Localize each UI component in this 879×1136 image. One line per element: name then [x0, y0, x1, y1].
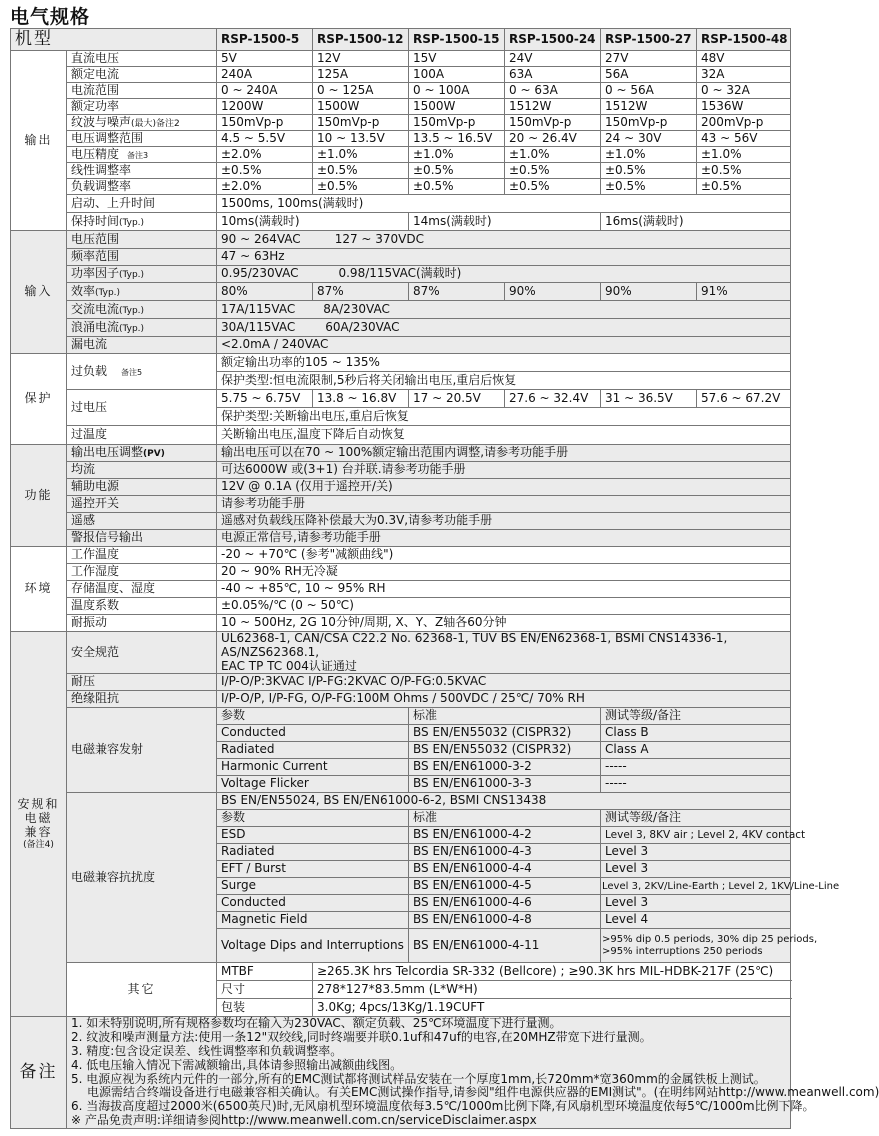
cell: 12V	[313, 51, 409, 67]
row-label-note: 备注3	[127, 150, 149, 160]
cell: 43 ~ 56V	[697, 131, 791, 147]
row-label: 启动、上升时间	[67, 195, 217, 213]
cell: Surge	[217, 878, 409, 895]
cell: 200mVp-p	[697, 115, 791, 131]
row-label: 过温度	[67, 426, 217, 445]
cell: 47 ~ 63Hz	[217, 249, 791, 266]
row-label-text: 纹波与噪声	[71, 114, 132, 129]
cell: 10ms(满载时)	[217, 213, 409, 231]
notes-row	[11, 1017, 791, 1128]
row-label	[67, 301, 217, 319]
note-line: ※ 产品免责声明:详细请参阅http://www.meanwell.com.cn/serviceDisclaimer.aspx	[71, 1112, 537, 1127]
section-environment: 环境	[11, 547, 67, 632]
protection-overtemp-row	[11, 426, 791, 445]
cell: 150mVp-p	[313, 115, 409, 131]
cell: 87%	[313, 283, 409, 301]
cell: Level 4	[601, 912, 791, 929]
input-pf-row	[11, 266, 791, 283]
row-label: 警报信号输出	[67, 530, 217, 547]
cell: ±0.5%	[505, 163, 601, 179]
row-label: 包装	[217, 999, 313, 1017]
cell-value: 0.95/230VAC	[221, 266, 299, 281]
cell: ±0.5%	[409, 163, 505, 179]
model-name: RSP-1500-48	[697, 29, 791, 51]
protection-overload-row	[11, 354, 791, 372]
cell: 标准	[409, 810, 601, 827]
output-hold-row	[11, 213, 791, 231]
safety-isolation-row	[11, 691, 791, 708]
cell: BS EN/EN61000-4-5	[409, 878, 601, 895]
row-label-text: 过负载	[71, 363, 108, 378]
cell: 20 ~ 90% RH无冷凝	[217, 564, 791, 581]
others-mtbf-row	[11, 963, 791, 981]
input-freq-row	[11, 249, 791, 266]
cell: 测试等级/备注	[601, 708, 791, 725]
section-line: 兼容	[24, 824, 53, 839]
cell: 48V	[697, 51, 791, 67]
cell: 240A	[217, 67, 313, 83]
cell: ±1.0%	[505, 147, 601, 163]
row-label: 直流电压	[67, 51, 217, 67]
section-notes: 备注	[11, 1017, 67, 1128]
row-label-suffix: (Typ.)	[119, 323, 145, 334]
row-label	[67, 147, 217, 163]
model-name: RSP-1500-27	[601, 29, 697, 51]
row-label: 负载调整率	[67, 179, 217, 195]
emc-emission-head-row	[11, 708, 791, 725]
row-label: 遥控开关	[67, 496, 217, 513]
cell: Class B	[601, 725, 791, 742]
section-function: 功能	[11, 445, 67, 547]
cell: ≥265.3K hrs Telcordia SR-332 (Bellcore) ; ≥90.3K hrs MIL-HDBK-217F (25℃)	[313, 963, 791, 981]
cell	[217, 266, 791, 283]
environment-row	[11, 547, 791, 564]
row-label: 存储温度、湿度	[67, 581, 217, 598]
cell	[217, 231, 791, 249]
cell: 10 ~ 500Hz, 2G 10分钟/周期, X、Y、Z轴各60分钟	[217, 615, 791, 632]
cell: ±0.5%	[409, 179, 505, 195]
cell: 150mVp-p	[505, 115, 601, 131]
row-label: 电磁兼容抗扰度	[67, 793, 217, 963]
cell-value: 127 ~ 370VDC	[334, 231, 425, 246]
cell: 91%	[697, 283, 791, 301]
cell: ±1.0%	[601, 147, 697, 163]
cell: 13.8 ~ 16.8V	[313, 390, 409, 408]
row-label-note: 备注5	[121, 367, 143, 377]
cell: -40 ~ +85℃, 10 ~ 95% RH	[217, 581, 791, 598]
note-line: 3. 精度:包含设定误差、线性调整率和负载调整率。	[71, 1043, 343, 1058]
output-rated-current-row	[11, 67, 791, 83]
row-label-suffix: (Typ.)	[119, 217, 145, 228]
function-row	[11, 479, 791, 496]
input-leakage-row	[11, 337, 791, 354]
cell: I/P-O/P, I/P-FG, O/P-FG:100M Ohms / 500VDC / 25℃/ 70% RH	[217, 691, 791, 708]
cell: Level 3, 2KV/Line-Earth ; Level 2, 1KV/Line-Line	[601, 878, 791, 895]
row-label-text: 效率	[71, 283, 96, 298]
cell-value: 60A/230VAC	[325, 319, 400, 334]
cell: 可达6000W 或(3+1) 台并联.请参考功能手册	[217, 462, 791, 479]
cell-value: 8A/230VAC	[323, 301, 390, 316]
cell: 保护类型:恒电流限制,5秒后将关闭输出电压,重启后恢复	[217, 372, 791, 390]
row-label: 安全规范	[67, 632, 217, 674]
cell	[217, 632, 791, 674]
cell: <2.0mA / 240VAC	[217, 337, 791, 354]
row-label	[67, 213, 217, 231]
function-row	[11, 445, 791, 462]
cell: 278*127*83.5mm (L*W*H)	[313, 981, 791, 999]
note-line: 5. 电源应视为系统内元件的一部分,所有的EMC测试都将测试样品安装在一个厚度1mm,长720mm*宽360mm的金属铁板上测试。	[71, 1071, 766, 1086]
cell: -----	[601, 776, 791, 793]
safety-standards-row	[11, 632, 791, 674]
cell: BS EN/EN61000-4-2	[409, 827, 601, 844]
row-label: 工作湿度	[67, 564, 217, 581]
cell: 100A	[409, 67, 505, 83]
cell: 1500W	[313, 99, 409, 115]
cell: 关断输出电压,温度下降后自动恢复	[217, 426, 791, 445]
cell: BS EN/EN61000-3-2	[409, 759, 601, 776]
cell: BS EN/EN61000-3-3	[409, 776, 601, 793]
cell: ±0.05%/℃ (0 ~ 50℃)	[217, 598, 791, 615]
cell: 1200W	[217, 99, 313, 115]
cell: ±0.5%	[601, 179, 697, 195]
cell-value: 90 ~ 264VAC	[221, 231, 301, 246]
row-label	[67, 115, 217, 131]
section-others: 其它	[67, 963, 217, 1017]
cell: 1512W	[505, 99, 601, 115]
cell-line: >95% interruptions 250 periods	[602, 945, 763, 957]
cell: 输出电压可以在70 ~ 100%额定输出范围内调整,请参考功能手册	[217, 445, 791, 462]
cell: ±0.5%	[697, 163, 791, 179]
cell: 90%	[505, 283, 601, 301]
cell: 150mVp-p	[217, 115, 313, 131]
cell: 87%	[409, 283, 505, 301]
row-label: 绝缘阻抗	[67, 691, 217, 708]
model-name: RSP-1500-15	[409, 29, 505, 51]
cell-value: 17A/115VAC	[221, 301, 296, 316]
cell: 10 ~ 13.5V	[313, 131, 409, 147]
cell: ±0.5%	[601, 163, 697, 179]
cell	[217, 301, 791, 319]
cell: 标准	[409, 708, 601, 725]
cell: BS EN/EN61000-4-8	[409, 912, 601, 929]
cell: ±0.5%	[313, 163, 409, 179]
model-header-row	[11, 29, 791, 51]
row-label: 遥感	[67, 513, 217, 530]
cell: 5.75 ~ 6.75V	[217, 390, 313, 408]
cell: BS EN/EN55032 (CISPR32)	[409, 725, 601, 742]
cell: BS EN/EN61000-4-11	[409, 929, 601, 963]
cell: ESD	[217, 827, 409, 844]
cell: ±2.0%	[217, 147, 313, 163]
cell: ±0.5%	[313, 179, 409, 195]
cell: 保护类型:关断输出电压,重启后恢复	[217, 408, 791, 426]
row-label: MTBF	[217, 963, 313, 981]
cell: 5V	[217, 51, 313, 67]
row-label: 线性调整率	[67, 163, 217, 179]
page-title: 电气规格	[10, 6, 91, 28]
note-line: 4. 低电压输入情况下需减额输出,具体请参照输出减额曲线图。	[71, 1057, 403, 1072]
row-label: 电压调整范围	[67, 131, 217, 147]
safety-withstand-row	[11, 674, 791, 691]
cell: Level 3	[601, 895, 791, 912]
note-line: 1. 如未特别说明,所有规格参数均在输入为230VAC、额定负载、25℃环境温度下进行量测。	[71, 1016, 562, 1031]
cell: -20 ~ +70℃ (参考"减额曲线")	[217, 547, 791, 564]
cell: EFT / Burst	[217, 861, 409, 878]
row-label	[67, 354, 217, 390]
cell: 参数	[217, 810, 409, 827]
output-load-reg-row	[11, 179, 791, 195]
cell-line: >95% dip 0.5 periods, 30% dip 25 periods,	[602, 933, 818, 945]
cell: ±1.0%	[697, 147, 791, 163]
cell: 遥感对负载线压降补偿最大为0.3V,请参考功能手册	[217, 513, 791, 530]
cell: 0 ~ 32A	[697, 83, 791, 99]
row-label-text: 输出电压调整	[71, 445, 144, 460]
row-label-note: 备注2	[156, 118, 180, 129]
cell: 16ms(满载时)	[601, 213, 791, 231]
cell: 1500ms, 100ms(满载时)	[217, 195, 791, 213]
row-label-suffix: (Typ.)	[119, 305, 145, 316]
row-label: 电压范围	[67, 231, 217, 249]
cell: Level 3	[601, 861, 791, 878]
section-protection: 保护	[11, 354, 67, 445]
function-row	[11, 530, 791, 547]
row-label: 频率范围	[67, 249, 217, 266]
row-label-text: 交流电流	[71, 301, 120, 316]
cell: ±2.0%	[217, 179, 313, 195]
cell: 0 ~ 63A	[505, 83, 601, 99]
cell: 24V	[505, 51, 601, 67]
cell: 参数	[217, 708, 409, 725]
cell: BS EN/EN61000-4-3	[409, 844, 601, 861]
cell: Conducted	[217, 895, 409, 912]
cell: 3.0Kg; 4pcs/13Kg/1.19CUFT	[313, 999, 791, 1017]
cell	[601, 929, 818, 963]
input-efficiency-row	[11, 283, 791, 301]
cell	[217, 319, 791, 337]
output-ripple-row	[11, 115, 791, 131]
output-rated-power-row	[11, 99, 791, 115]
output-voltage-adj-row	[11, 131, 791, 147]
environment-row	[11, 564, 791, 581]
cell: 1536W	[697, 99, 791, 115]
row-label-text: 电压精度	[71, 146, 120, 161]
cell: Level 3	[601, 844, 791, 861]
cell-line: UL62368-1, CAN/CSA C22.2 No. 62368-1, TUV BS EN/EN62368-1, BSMI CNS14336-1, AS/NZS62368.1,	[221, 631, 728, 659]
row-label-text: 浪涌电流	[71, 319, 120, 334]
cell: BS EN/EN61000-4-4	[409, 861, 601, 878]
note-line: 2. 纹波和噪声测量方法:使用一条12"双绞线,同时终端要并联0.1uf和47uf的电容,在20MHZ带宽下进行量测。	[71, 1030, 652, 1045]
row-label: 漏电流	[67, 337, 217, 354]
cell: BS EN/EN55024, BS EN/EN61000-6-2, BSMI CNS13438	[217, 793, 791, 810]
cell: 63A	[505, 67, 601, 83]
cell: ±0.5%	[505, 179, 601, 195]
cell: 0 ~ 125A	[313, 83, 409, 99]
cell: 150mVp-p	[409, 115, 505, 131]
cell: 17 ~ 20.5V	[409, 390, 505, 408]
section-safety-emc	[11, 632, 67, 1017]
row-label: 尺寸	[217, 981, 313, 999]
input-ac-current-row	[11, 301, 791, 319]
section-input: 输入	[11, 231, 67, 354]
section-line: 电磁	[24, 811, 53, 826]
cell: 80%	[217, 283, 313, 301]
cell: 56A	[601, 67, 697, 83]
cell: ±1.0%	[409, 147, 505, 163]
output-voltage-tol-row	[11, 147, 791, 163]
cell: 57.6 ~ 67.2V	[697, 390, 791, 408]
row-label: 电流范围	[67, 83, 217, 99]
row-label: 辅助电源	[67, 479, 217, 496]
cell: 0 ~ 100A	[409, 83, 505, 99]
cell: 0 ~ 56A	[601, 83, 697, 99]
cell: 20 ~ 26.4V	[505, 131, 601, 147]
row-label: 额定电流	[67, 67, 217, 83]
row-label: 均流	[67, 462, 217, 479]
cell: 请参考功能手册	[217, 496, 791, 513]
function-row	[11, 462, 791, 479]
notes-content	[67, 1016, 879, 1128]
model-name: RSP-1500-12	[313, 29, 409, 51]
row-label	[67, 319, 217, 337]
input-inrush-row	[11, 319, 791, 337]
note-line: 电源需结合终端设备进行电磁兼容相关确认。有关EMC测试操作指导,请参阅"组件电源供应器的EMI测试"。(在明纬网站http://www.meanwell.com)	[87, 1085, 879, 1100]
section-line: 安规和	[17, 797, 60, 812]
cell: 4.5 ~ 5.5V	[217, 131, 313, 147]
row-label-text: 保持时间	[71, 213, 120, 228]
cell: 0 ~ 240A	[217, 83, 313, 99]
cell: 测试等级/备注	[601, 810, 791, 827]
cell: Conducted	[217, 725, 409, 742]
cell: 32A	[697, 67, 791, 83]
cell: 15V	[409, 51, 505, 67]
cell: -----	[601, 759, 791, 776]
cell: BS EN/EN61000-4-6	[409, 895, 601, 912]
output-dc-voltage-row	[11, 51, 791, 67]
row-label: 耐压	[67, 674, 217, 691]
cell: I/P-O/P:3KVAC I/P-FG:2KVAC O/P-FG:0.5KVAC	[217, 674, 791, 691]
row-label: 温度系数	[67, 598, 217, 615]
cell: ±0.5%	[697, 179, 791, 195]
row-label: 过电压	[67, 390, 217, 426]
cell: 31 ~ 36.5V	[601, 390, 697, 408]
row-label-suffix: (PV)	[143, 449, 165, 460]
cell: 12V @ 0.1A (仅用于遥控开/关)	[217, 479, 791, 496]
cell: Voltage Dips and Interruptions	[217, 929, 409, 963]
row-label: 电磁兼容发射	[67, 708, 217, 793]
section-note: (备注4)	[23, 839, 54, 850]
function-row	[11, 496, 791, 513]
cell: Voltage Flicker	[217, 776, 409, 793]
row-label	[67, 266, 217, 283]
cell: 27.6 ~ 32.4V	[505, 390, 601, 408]
output-setup-row	[11, 195, 791, 213]
cell: Radiated	[217, 844, 409, 861]
cell: BS EN/EN55032 (CISPR32)	[409, 742, 601, 759]
cell-value: 0.98/115VAC(满载时)	[338, 266, 462, 281]
cell: 90%	[601, 283, 697, 301]
row-label: 耐振动	[67, 615, 217, 632]
cell: Level 3, 8KV air ; Level 2, 4KV contact	[601, 827, 791, 844]
cell-value: 30A/115VAC	[221, 319, 296, 334]
environment-row	[11, 581, 791, 598]
cell: 额定输出功率的105 ~ 135%	[217, 354, 791, 372]
environment-row	[11, 615, 791, 632]
section-output: 输出	[11, 51, 67, 231]
row-label	[67, 283, 217, 301]
cell: 1512W	[601, 99, 697, 115]
cell: ±0.5%	[217, 163, 313, 179]
cell: Magnetic Field	[217, 912, 409, 929]
model-name: RSP-1500-24	[505, 29, 601, 51]
cell: 14ms(满载时)	[409, 213, 601, 231]
row-label	[67, 445, 217, 462]
output-current-range-row	[11, 83, 791, 99]
row-label-suffix: (Typ.)	[95, 287, 121, 298]
cell: 13.5 ~ 16.5V	[409, 131, 505, 147]
cell: 24 ~ 30V	[601, 131, 697, 147]
environment-row	[11, 598, 791, 615]
cell: 1500W	[409, 99, 505, 115]
model-label: 机型	[11, 29, 217, 51]
cell: Harmonic Current	[217, 759, 409, 776]
row-label-suffix: (Typ.)	[119, 270, 145, 281]
cell: 27V	[601, 51, 697, 67]
cell: ±1.0%	[313, 147, 409, 163]
spec-table	[10, 28, 879, 1129]
row-label: 额定功率	[67, 99, 217, 115]
row-label-suffix: (最大)	[131, 118, 157, 129]
row-label-text: 功率因子	[71, 266, 120, 281]
model-name: RSP-1500-5	[217, 29, 313, 51]
input-voltage-range-row	[11, 231, 791, 249]
function-row	[11, 513, 791, 530]
protection-overvoltage-row	[11, 390, 791, 408]
cell: 150mVp-p	[601, 115, 697, 131]
row-label: 工作温度	[67, 547, 217, 564]
cell-line: EAC TP TC 004认证通过	[221, 658, 357, 673]
cell: 125A	[313, 67, 409, 83]
note-line: 6. 当海拔高度超过2000米(6500英尺)时,无风扇机型环境温度依每3.5℃/1000m比例下降,有风扇机型环境温度依每5℃/1000m比例下降。	[71, 1099, 815, 1114]
cell: Class A	[601, 742, 791, 759]
cell: Radiated	[217, 742, 409, 759]
cell: 电源正常信号,请参考功能手册	[217, 530, 791, 547]
emc-immunity-intro-row	[11, 793, 791, 810]
output-line-reg-row	[11, 163, 791, 179]
